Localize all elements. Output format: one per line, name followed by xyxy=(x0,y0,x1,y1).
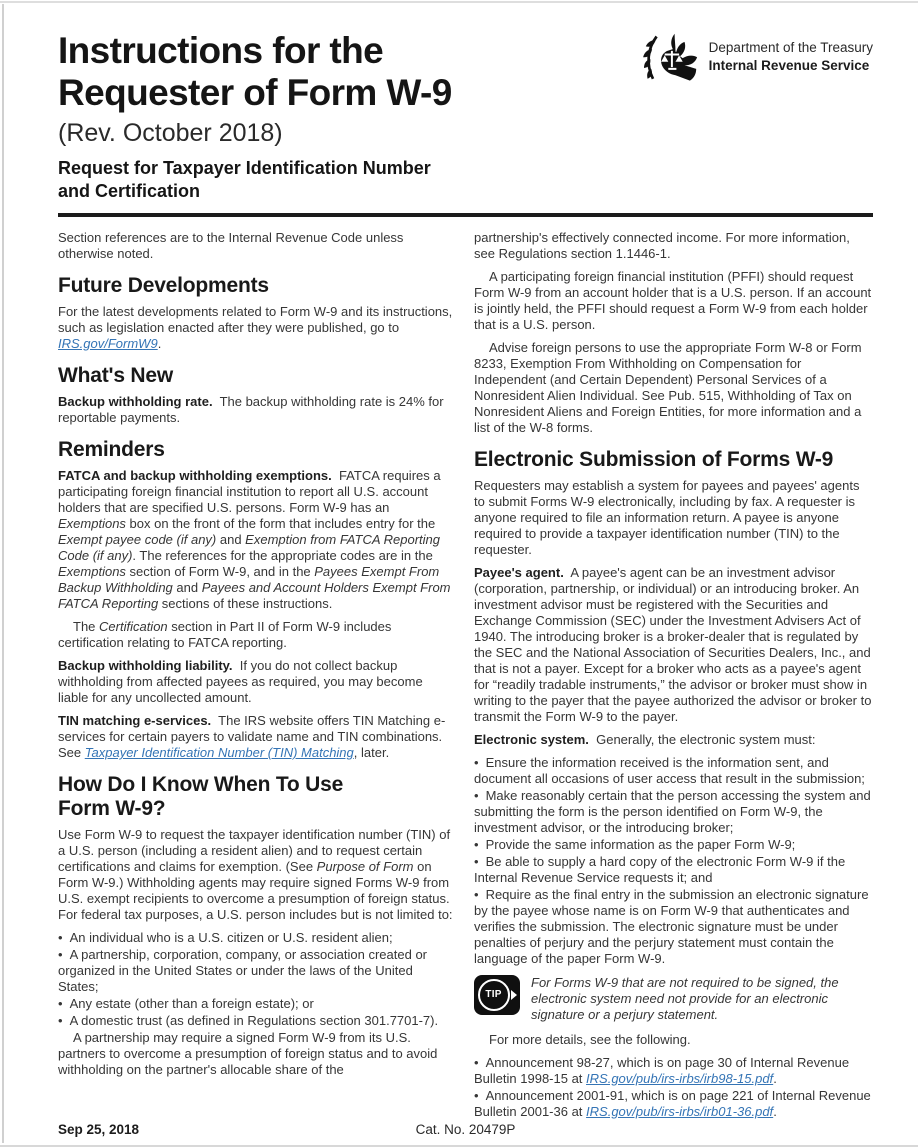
bullet-item xyxy=(474,788,872,836)
revision-line: (Rev. October 2018) xyxy=(58,118,283,147)
section-heading: What's New xyxy=(58,363,174,387)
scan-edge-top xyxy=(0,1,918,3)
paragraph xyxy=(58,468,456,612)
paragraph xyxy=(58,619,456,651)
two-column-body xyxy=(58,230,873,1121)
bold-lead-in: Backup withholding liability. xyxy=(58,658,233,674)
body-text: For the latest developments related to Form W-9 and its instructions, such as legislation enacted after they were published, go to xyxy=(58,303,453,335)
body-text: FATCA requires a participating foreign financial institution to report all U.S. account holders that are specified U.S. persons. Form W-9 has an xyxy=(58,468,441,516)
paragraph xyxy=(58,658,456,706)
agency-block xyxy=(642,32,873,86)
bold-lead-in: TIN matching e-services. xyxy=(58,713,212,729)
body-text: An individual who is a U.S. citizen or U.S. resident alien; xyxy=(69,930,393,946)
paragraph xyxy=(58,230,456,262)
tip-box xyxy=(474,975,872,1023)
italic-text: For Forms W-9 that are not required to be signed, the electronic system need not provide for an electronic signature or a perjury statement. xyxy=(531,974,839,1022)
bullet-icon: • xyxy=(58,947,63,963)
body-text: , later. xyxy=(353,745,390,761)
paragraph xyxy=(474,478,872,558)
paragraph xyxy=(474,565,872,725)
body-text: Require as the final entry in the submission an electronic signature by the payee whose name is on Form W-9 that authenticates and verifies the submission. The electronic signature must be under penalties of perjury and the perjury statement must contain the language of the paper Form W-9. xyxy=(474,886,869,966)
subtitle-line-2: and Certification xyxy=(58,180,201,201)
bullet-icon: • xyxy=(474,1054,479,1070)
bullet-item xyxy=(58,930,456,946)
irs-eagle-icon xyxy=(642,32,700,86)
body-text: Generally, the electronic system must: xyxy=(588,731,816,747)
body-text: A participating foreign financial institution (PFFI) should request Form W-9 from an account holder that is a U.S. person. If an account is jointly held, the PFFI should request a Form W-9 from each holder that is a U.S. person. xyxy=(474,268,872,332)
italic-text: Exemption from FATCA Reporting Code (if any) xyxy=(58,532,440,564)
italic-text: Payees and Account Holders Exempt From FATCA Reporting xyxy=(58,580,451,612)
body-text: Any estate (other than a foreign estate); or xyxy=(69,996,314,1012)
document-title xyxy=(58,30,452,114)
bullet-item xyxy=(58,1013,456,1029)
body-text: sections of these instructions. xyxy=(158,596,333,612)
bullet-item xyxy=(58,996,456,1012)
bold-lead-in: Backup withholding rate. xyxy=(58,393,213,409)
italic-text: Exemptions xyxy=(58,516,126,532)
body-text: Use Form W-9 to request the taxpayer identification number (TIN) of a U.S. person (including a resident alien) and to request certain certifications and claims for exemption. (See xyxy=(58,827,451,875)
body-text: Be able to supply a hard copy of the electronic Form W-9 if the Internal Revenue Service requests it; and xyxy=(474,853,846,885)
right-column xyxy=(474,230,872,1121)
tip-circle xyxy=(478,979,510,1011)
italic-text: Purpose of Form xyxy=(316,859,414,875)
section-heading: Electronic Submission of Forms W-9 xyxy=(474,447,834,471)
link[interactable]: IRS.gov/FormW9 xyxy=(58,335,158,351)
section-heading: How Do I Know When To Use Form W-9? xyxy=(58,773,344,821)
body-text: Ensure the information received is the information sent, and document all occasions of user access that result in the submission; xyxy=(474,754,865,786)
body-text: The IRS website offers TIN Matching e-services for certain payers to validate name and TIN combinations. See xyxy=(58,713,446,761)
bullet-icon: • xyxy=(474,1087,479,1103)
body-text: box on the front of the form that includes entry for the xyxy=(125,516,436,532)
header-divider xyxy=(58,213,873,217)
bullet-icon: • xyxy=(474,836,479,852)
body-text: on Form W-9.) Withholding agents may require signed Forms W-9 from U.S. exempt recipients to overcome a presumption of foreign status. For federal tax purposes, a U.S. person includes but is not limited to: xyxy=(58,859,453,923)
bullet-item xyxy=(474,837,872,853)
catalog-number: Cat. No. 20479P xyxy=(415,1122,516,1137)
body-text: A payee's agent can be an investment advisor (corporation, partnership, or individual) or an introducing broker. An investment advisor must be registered with the Securities and Exchange Commission (SEC) under the Investment Advisers Act of 1940. The introducing broker is a broker-dealer that is regulated by the SEC and the National Association of Securities Dealers, Inc., and that is not a payer. Except for a broker who acts as a payee's agent for “readily tradable instruments,” the advisor or broker must show in writing to the payer that the payee authorized the advisor or broker to transmit the Form W-9 to the payer. xyxy=(474,564,872,724)
tip-label: TIP xyxy=(485,988,502,1000)
bold-lead-in: Electronic system. xyxy=(474,731,589,747)
body-text: Requesters may establish a system for payees and payees' agents to submit Forms W-9 electronically, including by fax. A requester is anyone required to file an information return. A payee is anyone required to provide a taxpayer identification number (TIN) to the requester. xyxy=(474,477,860,557)
subtitle-line-1: Request for Taxpayer Identification Number xyxy=(58,157,431,178)
body-text: Make reasonably certain that the person accessing the system and submitting the form is the person identified on Form W-9, the investment advisor, or the introducing broker; xyxy=(474,787,871,835)
body-text: . xyxy=(773,1070,777,1086)
page-footer xyxy=(58,1122,873,1137)
revision-date: Sep 25, 2018 xyxy=(58,1122,140,1137)
body-text: and xyxy=(216,532,246,548)
body-text: . xyxy=(773,1103,777,1119)
tip-arrow-icon xyxy=(511,990,517,1000)
title-line-1: Instructions for the xyxy=(58,30,384,71)
tip-icon xyxy=(474,975,520,1015)
link[interactable]: IRS.gov/pub/irs-irbs/irb01-36.pdf xyxy=(586,1103,774,1119)
bullet-icon: • xyxy=(474,787,479,803)
link[interactable]: Taxpayer Identification Number (TIN) Matching xyxy=(84,745,354,761)
body-text: Advise foreign persons to use the appropriate Form W-8 or Form 8233, Exemption From Withholding on Compensation for Independent (and Certain Dependent) Personal Services of a Nonresident Alien Individual. See Pub. 515, Withholding of Tax on Nonresident Aliens and Foreign Entities, for more information and a list of the W-8 forms. xyxy=(474,339,862,435)
bullet-icon: • xyxy=(58,996,63,1012)
body-text: A partnership may require a signed Form W-9 from its U.S. partners to overcome a presumption of foreign status and to avoid withholding on the partner's allocable share of the xyxy=(58,1030,438,1078)
section-heading: Reminders xyxy=(58,437,165,461)
bullet-icon: • xyxy=(58,930,63,946)
body-text: Section references are to the Internal Revenue Code unless otherwise noted. xyxy=(58,229,404,261)
left-column xyxy=(58,230,456,1121)
bullet-icon: • xyxy=(474,853,479,869)
section-heading: Future Developments xyxy=(58,273,269,297)
body-text: . xyxy=(157,335,162,351)
bullet-item xyxy=(58,947,456,995)
paragraph xyxy=(474,1032,872,1048)
paragraph xyxy=(474,230,872,262)
paragraph xyxy=(58,394,456,426)
body-text: partnership's effectively connected income. For more information, see Regulations section 1.1446-1. xyxy=(474,229,850,261)
link[interactable]: IRS.gov/pub/irs-irbs/irb98-15.pdf xyxy=(586,1070,774,1086)
italic-text: Exempt payee code (if any) xyxy=(58,532,217,548)
italic-text: Certification xyxy=(99,619,168,635)
bullet-icon: • xyxy=(474,886,479,902)
body-text: A partnership, corporation, company, or association created or organized in the United States or under the laws of the United States; xyxy=(58,947,428,995)
body-text: Announcement 98-27, which is on page 30 of Internal Revenue Bulletin 1998-15 at xyxy=(474,1054,850,1086)
bullet-item xyxy=(474,755,872,787)
bullet-item xyxy=(474,854,872,886)
bold-lead-in: FATCA and backup withholding exemptions. xyxy=(58,468,332,484)
title-line-2: Requester of Form W-9 xyxy=(58,71,452,113)
paragraph xyxy=(474,340,872,436)
paragraph xyxy=(58,827,456,923)
italic-text: Exemptions xyxy=(58,564,126,580)
scan-edge-left xyxy=(2,4,4,1143)
paragraph xyxy=(58,1030,456,1078)
body-text: section of Form W-9, and in the xyxy=(125,564,315,580)
body-text: and xyxy=(172,580,202,596)
bold-lead-in: Payee's agent. xyxy=(474,564,564,580)
bullet-icon: • xyxy=(474,754,479,770)
paragraph xyxy=(58,713,456,761)
paragraph xyxy=(474,732,872,748)
italic-text: Payees Exempt From Backup Withholding xyxy=(58,564,440,596)
body-text: Announcement 2001-91, which is on page 221 of Internal Revenue Bulletin 2001-36 at xyxy=(474,1087,871,1119)
bullet-item xyxy=(474,1055,872,1087)
body-text: The backup withholding rate is 24% for reportable payments. xyxy=(58,393,444,425)
form-subtitle xyxy=(58,157,452,203)
paragraph xyxy=(474,269,872,333)
body-text: For more details, see the following. xyxy=(489,1031,691,1047)
body-text: section in Part II of Form W-9 includes certification relating to FATCA reporting. xyxy=(58,619,392,651)
title-block xyxy=(58,24,452,203)
agency-text xyxy=(709,39,873,74)
tip-text xyxy=(531,975,872,1023)
body-text: Provide the same information as the paper Form W-9; xyxy=(485,836,796,852)
document-header xyxy=(58,24,873,203)
agency-line-2: Internal Revenue Service xyxy=(708,57,870,73)
paragraph xyxy=(58,304,456,352)
bullet-item xyxy=(474,887,872,967)
body-text: . The references for the appropriate codes are in the xyxy=(132,548,433,564)
bullet-icon: • xyxy=(58,1013,63,1029)
bullet-item xyxy=(474,1088,872,1120)
body-text: If you do not collect backup withholding from affected payees as required, you may become liable for any uncollected amount. xyxy=(58,658,423,706)
agency-line-1: Department of the Treasury xyxy=(708,40,873,55)
body-text: A domestic trust (as defined in Regulations section 301.7701-7). xyxy=(69,1013,439,1029)
body-text: The xyxy=(73,619,100,635)
